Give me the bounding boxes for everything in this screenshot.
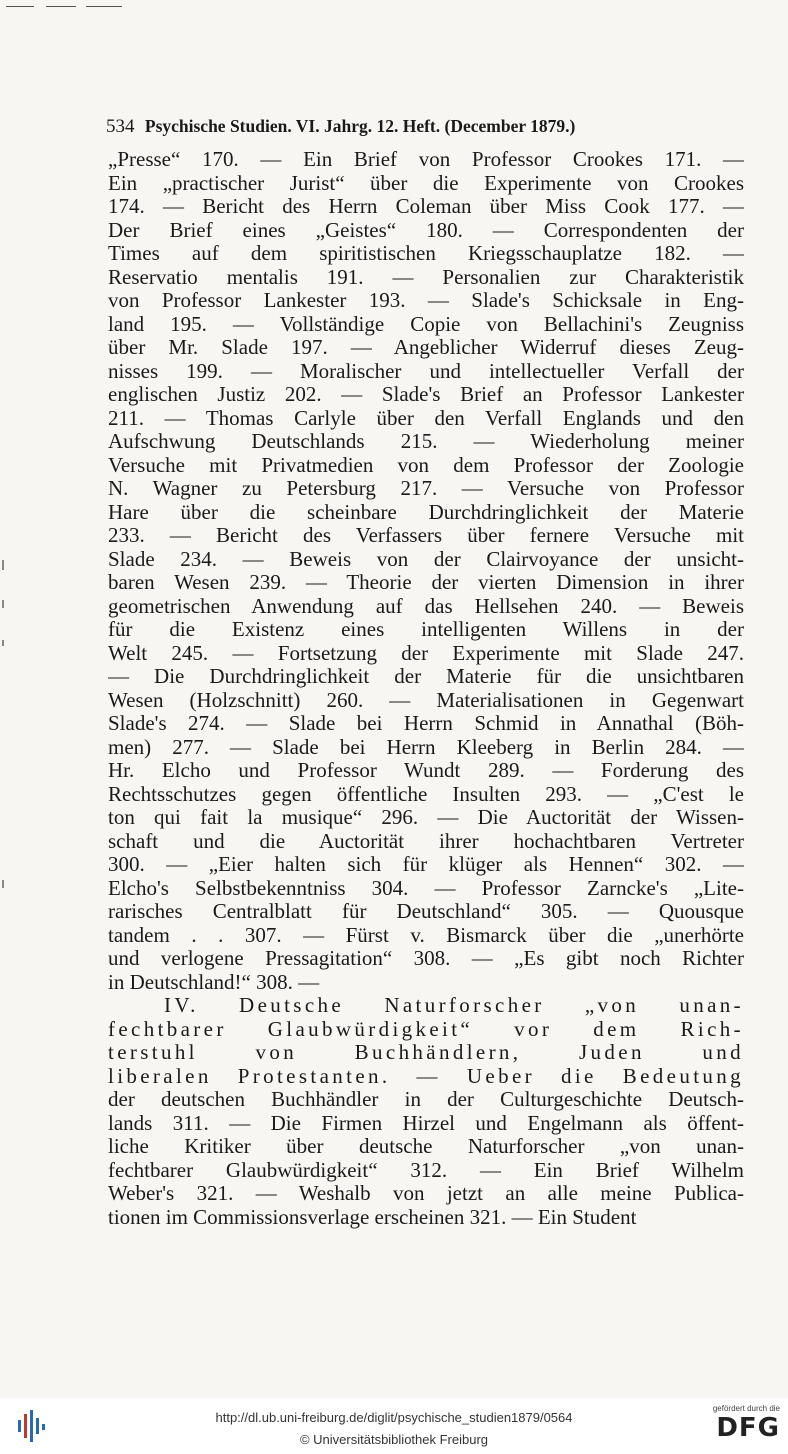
funder-caption: gefördert durch die (712, 1404, 780, 1413)
running-title: Psychische Studien. VI. Jahrg. 12. Heft. (December 1879.) (144, 116, 576, 136)
text-line: Weber's 321. — Weshalb von jetzt an alle meine Publica- (108, 1182, 744, 1205)
text-line: Wesen (Holzschnitt) 260. — Materialisationen in Gegenwart (108, 688, 744, 712)
text-line: schaft und die Auctorität ihrer hochachtbaren Vertreter (108, 829, 744, 853)
text-line: „Presse“ 170. — Ein Brief von Professor Crookes 171. — (108, 148, 744, 171)
scan-edge-marks (6, 6, 126, 8)
text-line: Elcho's Selbstbekenntniss 304. — Professor Zarncke's „Lite- (108, 876, 744, 900)
text-line: land 195. — Vollständige Copie von Bellachini's Zeugniss (108, 312, 744, 336)
text-line: Versuche mit Privatmedien von dem Professor der Zoologie (108, 453, 744, 477)
text-line: 174. — Bericht des Herrn Coleman über Miss Cook 177. — (108, 195, 744, 218)
dfg-logo (696, 1404, 780, 1448)
text-line: englischen Justiz 202. — Slade's Brief an Professor Lankester (108, 383, 744, 406)
text-line: Rechtsschutzes gegen öffentliche Insulten 293. — „C'est le (108, 782, 744, 806)
text-line: in Deutschland!“ 308. — (108, 970, 320, 994)
text-line: Welt 245. — Fortsetzung der Experimente mit Slade 247. (108, 641, 744, 665)
running-header (106, 116, 746, 138)
text-line: N. Wagner zu Petersburg 217. — Versuche von Professor (108, 477, 744, 500)
text-line: fechtbarer Glaubwürdigkeit“ vor dem Rich- (108, 1017, 744, 1041)
text-line: ton qui fait la musique“ 296. — Die Auctorität der Wissen- (108, 806, 744, 829)
footer-bar (0, 1398, 788, 1454)
text-line: Hr. Elcho und Professor Wundt 289. — Forderung des (108, 759, 744, 782)
copyright-notice: © Universitätsbibliothek Freiburg (299, 1432, 489, 1447)
body-text (108, 148, 744, 1229)
text-line: terstuhl von Buchhändlern, Juden und (108, 1041, 744, 1064)
text-line: geometrischen Anwendung auf das Hellsehen 240. — Beweis (108, 594, 744, 618)
text-line: Der Brief eines „Geistes“ 180. — Correspondenten der (108, 218, 744, 242)
text-line: baren Wesen 239. — Theorie der vierten Dimension in ihrer (108, 571, 744, 594)
page-number: 534 (106, 116, 135, 137)
text-line: über Mr. Slade 197. — Angeblicher Widerruf dieses Zeug- (108, 336, 744, 359)
text-line: men) 277. — Slade bei Herrn Kleeberg in Berlin 284. — (108, 735, 744, 759)
text-line: Hare über die scheinbare Durchdringlichkeit der Materie (108, 500, 744, 524)
dfg-logo-text: DFG (716, 1413, 780, 1443)
text-line: Ein „practischer Jurist“ über die Experimente von Crookes (108, 171, 744, 195)
text-line: Slade's 274. — Slade bei Herrn Schmid in Annathal (Böh- (108, 712, 744, 735)
text-line: IV. Deutsche Naturforscher „von unan- (164, 994, 744, 1017)
text-line: lands 311. — Die Firmen Hirzel und Engelmann als öffent- (108, 1111, 744, 1135)
text-line: Times auf dem spiritistischen Kriegsschauplatze 182. — (108, 242, 744, 265)
text-line: liberalen Protestanten. — Ueber die Bedeutung (108, 1064, 744, 1088)
source-url[interactable]: http://dl.ub.uni-freiburg.de/diglit/psychische_studien1879/0564 (215, 1410, 573, 1425)
text-line: und verlogene Pressagitation“ 308. — „Es gibt noch Richter (108, 947, 744, 970)
text-line: Aufschwung Deutschlands 215. — Wiederholung meiner (108, 430, 744, 453)
text-line: für die Existenz eines intelligenten Willens in der (108, 618, 744, 641)
text-line: rarisches Centralblatt für Deutschland“ 305. — Quousque (108, 900, 744, 923)
text-line: von Professor Lankester 193. — Slade's Schicksale in Eng- (108, 289, 744, 312)
text-line: fechtbarer Glaubwürdigkeit“ 312. — Ein Brief Wilhelm (108, 1158, 744, 1182)
text-line: 233. — Bericht des Verfassers über fernere Versuche mit (108, 524, 744, 547)
text-line: 211. — Thomas Carlyle über den Verfall Englands und den (108, 406, 744, 430)
text-line: nisses 199. — Moralischer und intellectueller Verfall der (108, 359, 744, 383)
text-line: Slade 234. — Beweis von der Clairvoyance der unsicht- (108, 547, 744, 571)
text-line: 300. — „Eier halten sich für klüger als Hennen“ 302. — (108, 853, 744, 876)
text-line: liche Kritiker über deutsche Naturforscher „von unan- (108, 1135, 744, 1158)
text-line: tionen im Commissionsverlage erscheinen 321. — Ein Student (108, 1205, 637, 1229)
text-line: — Die Durchdringlichkeit der Materie für die unsichtbaren (108, 665, 744, 688)
text-line: Reservatio mentalis 191. — Personalien zur Charakteristik (108, 265, 744, 289)
text-line: tandem . . 307. — Fürst v. Bismarck über die „unerhörte (108, 923, 744, 947)
text-line: der deutschen Buchhändler in der Culturgeschichte Deutsch- (108, 1088, 744, 1111)
